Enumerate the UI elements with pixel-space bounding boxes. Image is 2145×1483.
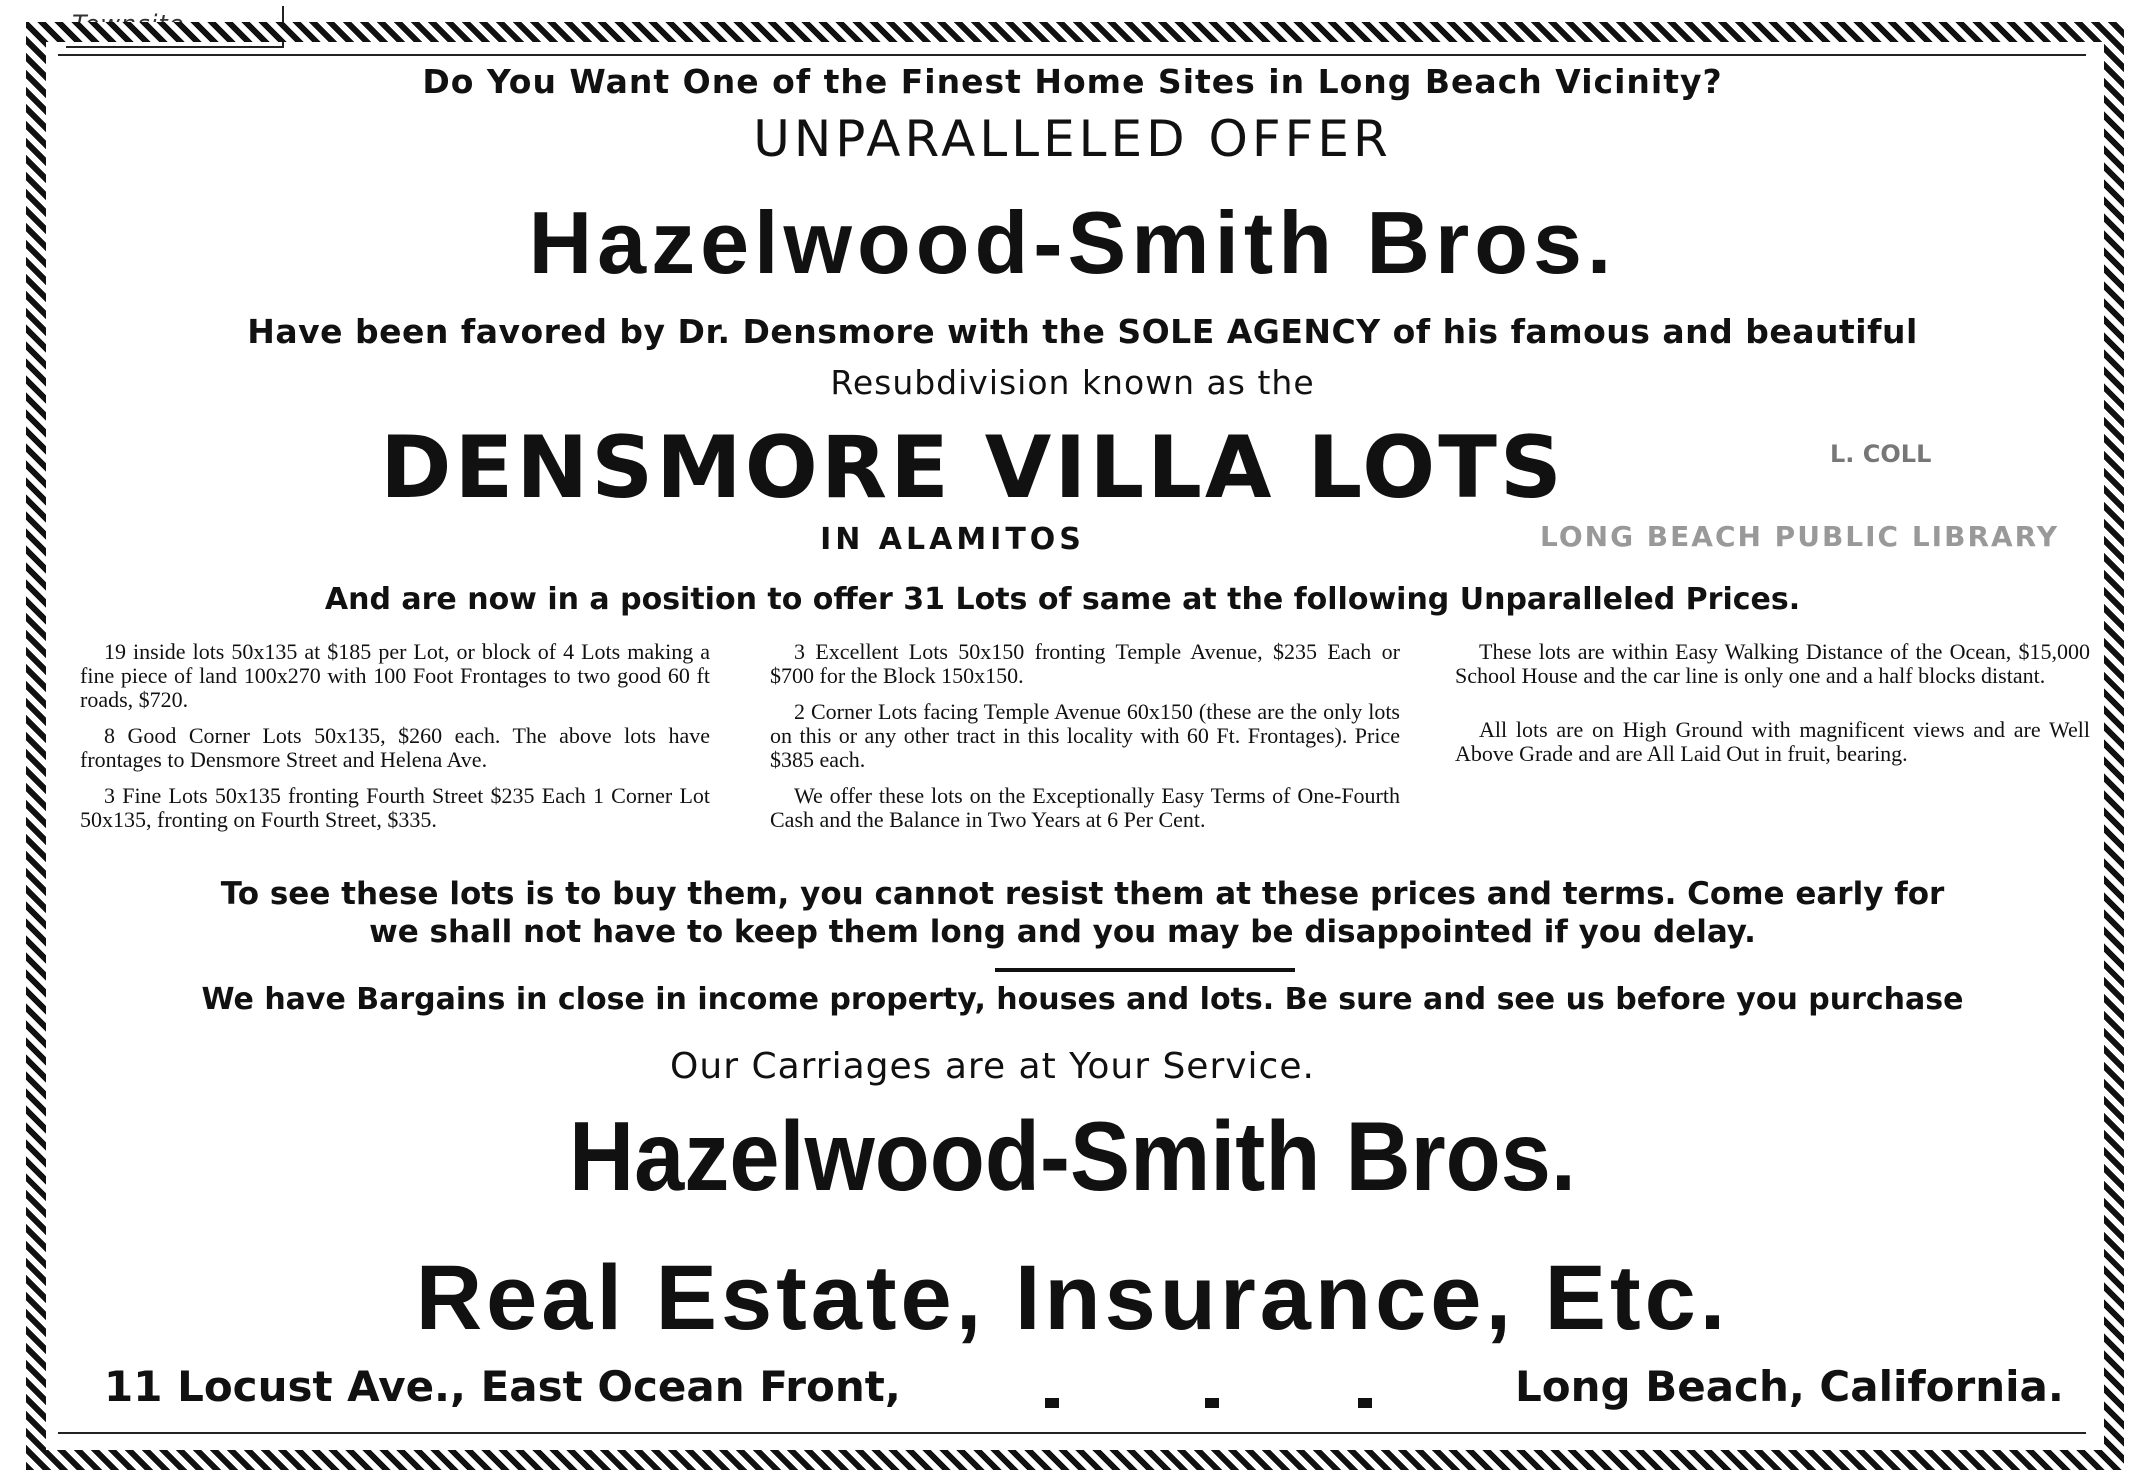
column-right [1455,640,2090,778]
townsite-stamp: Townsite [66,6,284,48]
column-left [80,640,710,844]
library-stamp-name: LONG BEACH PUBLIC LIBRARY [1540,520,2059,553]
divider-rule [995,968,1295,972]
column-paragraph: 19 inside lots 50x135 at $185 per Lot, or block of 4 Lots making a fine piece of land 100x270 with 100 Foot Frontages to two good 60 ft roads, $720. [80,639,710,712]
property-name: DENSMORE VILLA LOTS [380,418,1565,518]
agency-line-1: Have been favored by Dr. Densmore with the SOLE AGENCY of his famous and beautiful [247,312,1918,351]
company-name-footer: Hazelwood-Smith Bros. [569,1101,1576,1211]
property-location: IN ALAMITOS [820,522,1085,557]
column-paragraph: 8 Good Corner Lots 50x135, $260 each. The above lots have frontages to Densmore Street and Helena Ave. [80,723,710,772]
urge-line-2: we shall not have to keep them long and you may be disappointed if you delay. [369,914,1756,950]
carriages-line: Our Carriages are at Your Service. [670,1046,1315,1087]
offer-line: And are now in a position to offer 31 Lots of same at the following Unparalleled Prices. [324,582,1801,617]
company-name-header: Hazelwood-Smith Bros. [528,193,1617,292]
column-paragraph: 3 Excellent Lots 50x150 fronting Temple Avenue, $235 Each or $700 for the Block 150x150. [770,639,1400,688]
column-paragraph: These lots are within Easy Walking Distance of the Ocean, $15,000 School House and the car line is only one and a half blocks distant. [1455,639,2090,688]
separator-dash [1358,1398,1372,1408]
column-paragraph: 2 Corner Lots facing Temple Avenue 60x150 (these are the only lots on this or any other tract in this locality with 60 Ft. Frontages). Price $385 each. [770,699,1400,772]
business-line: Real Estate, Insurance, Etc. [415,1247,1730,1349]
urge-line-1: To see these lots is to buy them, you cannot resist them at these prices and terms. Come early for [220,876,1945,912]
separator-dash [1205,1398,1219,1408]
address-right: Long Beach, California. [1515,1362,2064,1411]
column-paragraph: All lots are on High Ground with magnificent views and are Well Above Grade and are All Laid Out in fruit, bearing. [1455,717,2090,766]
bargains-line: We have Bargains in close in income property, houses and lots. Be sure and see us before you purchase [201,982,1964,1017]
offer-heading: UNPARALLELED OFFER [753,110,1392,168]
separator-dash [1045,1398,1059,1408]
library-stamp-coll: L. COLL [1830,440,1932,468]
address-left: 11 Locust Ave., East Ocean Front, [104,1362,901,1411]
column-middle [770,640,1400,844]
column-paragraph: 3 Fine Lots 50x135 fronting Fourth Street $235 Each 1 Corner Lot 50x135, fronting on Fourth Street, $335. [80,783,710,832]
column-paragraph: We offer these lots on the Exceptionally Easy Terms of One-Fourth Cash and the Balance in Two Years at 6 Per Cent. [770,783,1400,832]
agency-line-2: Resubdivision known as the [830,363,1315,402]
headline-question: Do You Want One of the Finest Home Sites in Long Beach Vicinity? [422,62,1723,101]
